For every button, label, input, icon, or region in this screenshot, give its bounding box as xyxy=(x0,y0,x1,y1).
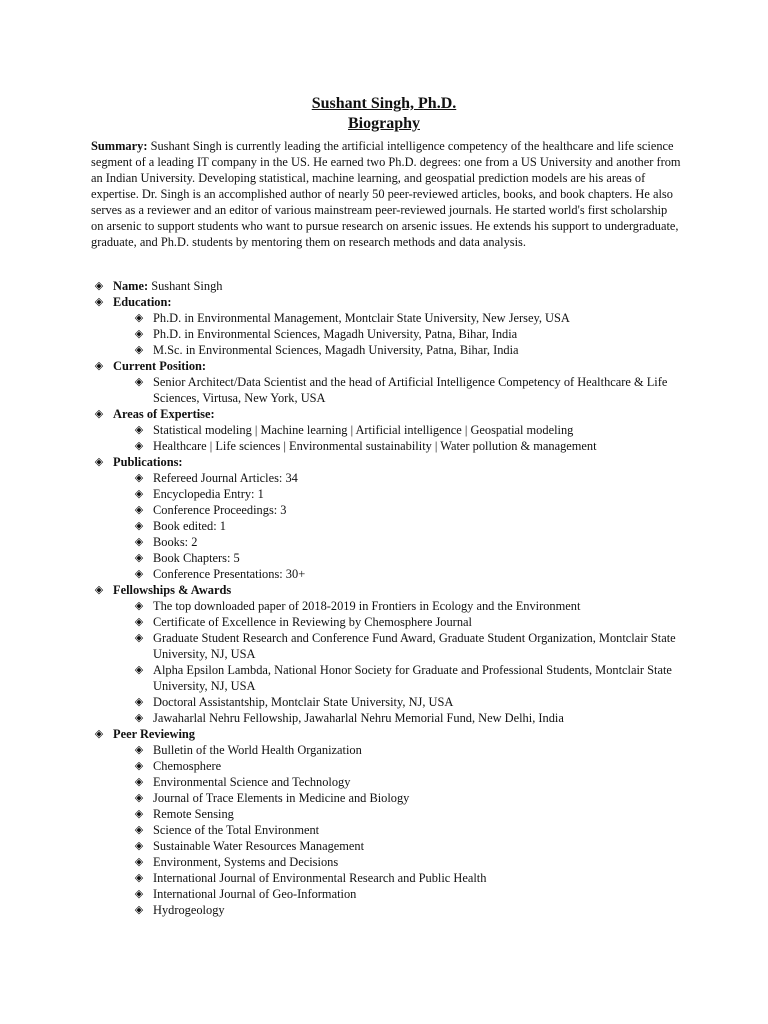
section-heading xyxy=(91,278,691,294)
diamond-bullet-icon: ◈ xyxy=(134,840,144,852)
section-heading xyxy=(91,726,691,742)
list-item xyxy=(91,486,691,502)
diamond-bullet-icon: ◈ xyxy=(134,664,144,676)
section-label: Name: xyxy=(113,279,149,293)
list-item-text: Certificate of Excellence in Reviewing by Chemosphere Journal xyxy=(153,615,472,629)
list-item-text: Bulletin of the World Health Organization xyxy=(153,743,362,757)
list-item xyxy=(91,742,691,758)
list-item-text: Graduate Student Research and Conference Fund Award, Graduate Student Organization, Montclair State University, NJ, USA xyxy=(153,631,676,661)
list-item xyxy=(91,838,691,854)
diamond-bullet-icon: ◈ xyxy=(134,792,144,804)
diamond-bullet-icon: ◈ xyxy=(134,504,144,516)
summary-paragraph xyxy=(91,138,681,250)
list-item xyxy=(91,694,691,710)
list-item-text: Doctoral Assistantship, Montclair State University, NJ, USA xyxy=(153,695,454,709)
diamond-bullet-icon: ◈ xyxy=(134,712,144,724)
biography-list xyxy=(91,278,691,918)
list-item-text: Healthcare | Life sciences | Environmental sustainability | Water pollution & management xyxy=(153,439,597,453)
diamond-bullet-icon: ◈ xyxy=(134,536,144,548)
list-item-text: Remote Sensing xyxy=(153,807,234,821)
list-item xyxy=(91,374,691,406)
list-item xyxy=(91,790,691,806)
diamond-bullet-icon: ◈ xyxy=(134,760,144,772)
list-item-text: Chemosphere xyxy=(153,759,222,773)
diamond-bullet-icon: ◈ xyxy=(134,616,144,628)
diamond-bullet-icon: ◈ xyxy=(134,472,144,484)
list-item xyxy=(91,710,691,726)
diamond-bullet-icon: ◈ xyxy=(94,360,104,372)
diamond-bullet-icon: ◈ xyxy=(94,280,104,292)
diamond-bullet-icon: ◈ xyxy=(134,344,144,356)
list-item-text: Statistical modeling | Machine learning | Artificial intelligence | Geospatial modeling xyxy=(153,423,574,437)
list-item xyxy=(91,806,691,822)
diamond-bullet-icon: ◈ xyxy=(134,696,144,708)
diamond-bullet-icon: ◈ xyxy=(134,776,144,788)
list-item-text: Refereed Journal Articles: 34 xyxy=(153,471,298,485)
section-heading xyxy=(91,358,691,374)
section-heading xyxy=(91,294,691,310)
list-item xyxy=(91,854,691,870)
list-item xyxy=(91,342,691,358)
list-item xyxy=(91,774,691,790)
list-item-text: Ph.D. in Environmental Management, Montclair State University, New Jersey, USA xyxy=(153,311,570,325)
section-label: Education: xyxy=(113,295,172,309)
diamond-bullet-icon: ◈ xyxy=(94,728,104,740)
diamond-bullet-icon: ◈ xyxy=(134,808,144,820)
diamond-bullet-icon: ◈ xyxy=(94,296,104,308)
list-item xyxy=(91,630,691,662)
section-label: Areas of Expertise: xyxy=(113,407,215,421)
list-item-text: Science of the Total Environment xyxy=(153,823,320,837)
section-label: Current Position: xyxy=(113,359,207,373)
list-item xyxy=(91,502,691,518)
document-title: Sushant Singh, Ph.D. xyxy=(311,95,457,112)
title-block xyxy=(0,94,768,134)
list-item xyxy=(91,534,691,550)
list-item-text: Conference Presentations: 30+ xyxy=(153,567,306,581)
list-item xyxy=(91,758,691,774)
list-item-text: Environment, Systems and Decisions xyxy=(153,855,339,869)
diamond-bullet-icon: ◈ xyxy=(134,568,144,580)
list-item xyxy=(91,662,691,694)
list-item-text: International Journal of Geo-Information xyxy=(153,887,357,901)
list-item xyxy=(91,518,691,534)
list-item-text: M.Sc. in Environmental Sciences, Magadh University, Patna, Bihar, India xyxy=(153,343,519,357)
list-item xyxy=(91,886,691,902)
list-item xyxy=(91,310,691,326)
section-heading xyxy=(91,582,691,598)
list-item xyxy=(91,470,691,486)
list-item-text: Conference Proceedings: 3 xyxy=(153,503,287,517)
list-item xyxy=(91,870,691,886)
diamond-bullet-icon: ◈ xyxy=(134,376,144,388)
summary-text: Sushant Singh is currently leading the artificial intelligence competency of the healthcare and life science segment of a leading IT company in the US. He earned two Ph.D. degrees: one from a US University and another from an Indian University. Developing statistical, machine learning, and geospatial prediction models are his areas of expertise. Dr. Singh is an accomplished author of nearly 50 peer-reviewed articles, books, and book chapters. He also serves as a reviewer and an editor of various mainstream peer-reviewed journals. He started world's first scholarship on arsenic to support students who want to pursue research on arsenic issues. He extends his support to undergraduate, graduate, and Ph.D. students by mentoring them on research methods and data analysis. xyxy=(91,139,681,249)
section-value: Sushant Singh xyxy=(151,279,223,293)
list-item xyxy=(91,550,691,566)
list-item-text: The top downloaded paper of 2018-2019 in Frontiers in Ecology and the Environment xyxy=(153,599,581,613)
section-label: Fellowships & Awards xyxy=(113,583,232,597)
section-heading xyxy=(91,406,691,422)
diamond-bullet-icon: ◈ xyxy=(134,552,144,564)
diamond-bullet-icon: ◈ xyxy=(134,312,144,324)
diamond-bullet-icon: ◈ xyxy=(134,520,144,532)
list-item-text: Alpha Epsilon Lambda, National Honor Society for Graduate and Professional Students, Montclair State University, NJ, USA xyxy=(153,663,672,693)
diamond-bullet-icon: ◈ xyxy=(134,888,144,900)
list-item-text: Journal of Trace Elements in Medicine and Biology xyxy=(153,791,410,805)
list-item xyxy=(91,902,691,918)
list-item xyxy=(91,326,691,342)
list-item xyxy=(91,614,691,630)
diamond-bullet-icon: ◈ xyxy=(134,904,144,916)
diamond-bullet-icon: ◈ xyxy=(134,744,144,756)
list-item-text: Hydrogeology xyxy=(153,903,225,917)
section-label: Publications: xyxy=(113,455,183,469)
diamond-bullet-icon: ◈ xyxy=(134,856,144,868)
list-item-text: Book Chapters: 5 xyxy=(153,551,240,565)
list-item-text: International Journal of Environmental Research and Public Health xyxy=(153,871,487,885)
list-item-text: Jawaharlal Nehru Fellowship, Jawaharlal Nehru Memorial Fund, New Delhi, India xyxy=(153,711,564,725)
diamond-bullet-icon: ◈ xyxy=(134,424,144,436)
list-item-text: Books: 2 xyxy=(153,535,198,549)
diamond-bullet-icon: ◈ xyxy=(134,632,144,644)
diamond-bullet-icon: ◈ xyxy=(134,872,144,884)
diamond-bullet-icon: ◈ xyxy=(134,328,144,340)
diamond-bullet-icon: ◈ xyxy=(94,584,104,596)
list-item xyxy=(91,822,691,838)
list-item-text: Encyclopedia Entry: 1 xyxy=(153,487,264,501)
section-label: Peer Reviewing xyxy=(113,727,196,741)
list-item xyxy=(91,422,691,438)
diamond-bullet-icon: ◈ xyxy=(94,408,104,420)
list-item-text: Environmental Science and Technology xyxy=(153,775,351,789)
list-item-text: Ph.D. in Environmental Sciences, Magadh University, Patna, Bihar, India xyxy=(153,327,518,341)
diamond-bullet-icon: ◈ xyxy=(134,824,144,836)
diamond-bullet-icon: ◈ xyxy=(134,600,144,612)
diamond-bullet-icon: ◈ xyxy=(134,488,144,500)
section-heading xyxy=(91,454,691,470)
list-item xyxy=(91,438,691,454)
list-item-text: Senior Architect/Data Scientist and the head of Artificial Intelligence Competency of Healthcare & Life Sciences, Virtusa, New York, USA xyxy=(153,375,668,405)
diamond-bullet-icon: ◈ xyxy=(94,456,104,468)
document-subtitle: Biography xyxy=(347,115,420,132)
list-item xyxy=(91,598,691,614)
list-item-text: Sustainable Water Resources Management xyxy=(153,839,365,853)
list-item xyxy=(91,566,691,582)
diamond-bullet-icon: ◈ xyxy=(134,440,144,452)
list-item-text: Book edited: 1 xyxy=(153,519,226,533)
summary-label: Summary: xyxy=(91,139,148,153)
